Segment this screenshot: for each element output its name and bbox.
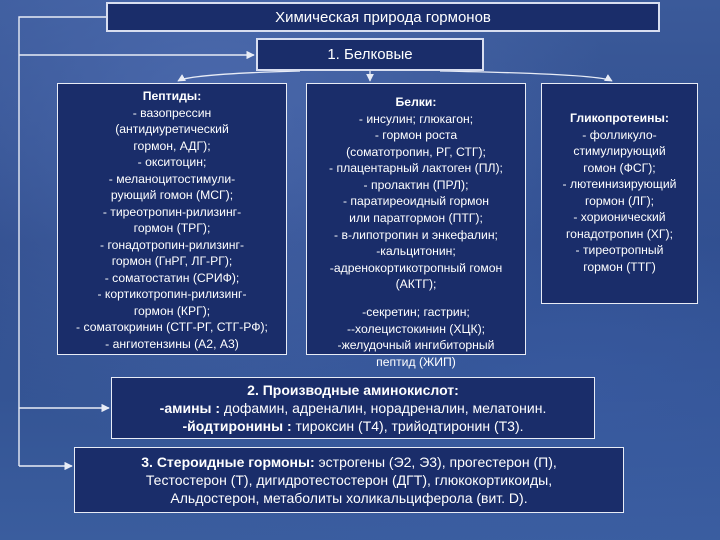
proteins-line: - пролактин (ПРЛ); <box>363 177 469 192</box>
group-protein-title: 1. Белковые <box>327 46 413 63</box>
proteins-line: --холецистокинин (ХЦК); <box>346 321 486 336</box>
peptides-line: гормон, АДГ); <box>133 138 211 153</box>
iodothyronines-label: -йодтиронины : <box>182 418 292 434</box>
steroid-title: 3. Стероидные гормоны: <box>141 454 315 470</box>
proteins-line: - паратиреоидный гормон <box>342 194 490 209</box>
proteins-line: - плацентарный лактоген (ПЛ); <box>329 161 503 176</box>
amines-row <box>112 399 594 417</box>
peptides-line: рующий гомон (МСГ); <box>110 188 234 202</box>
proteins-line: (АКТГ); <box>395 277 437 292</box>
glycoproteins-box <box>541 83 698 304</box>
steroid-line-1: эстрогены (Э2, Э3), прогестерон (П), <box>314 454 557 470</box>
glycoproteins-line: - фолликуло- <box>582 127 657 142</box>
peptides-line: - кортикотропин-рилизинг- <box>97 287 247 301</box>
arrow-to-peptides <box>178 71 300 81</box>
peptides-line: - гонадотропин-рилизинг- <box>100 237 244 252</box>
glycoproteins-line: стимулирующий <box>573 144 666 158</box>
steroid-line-3: Альдостерон, метаболиты холикальциферола (вит. D). <box>170 490 528 506</box>
glycoproteins-line: гормон (ТТГ) <box>583 259 656 274</box>
glycoproteins-line: гомон (ФСГ); <box>583 160 656 175</box>
peptides-line: - ангиотензины (А2, А3) <box>105 336 239 351</box>
iodothyronines-text: тироксин (Т4), трийодтиронин (Т3). <box>291 418 524 434</box>
peptides-line: - окситоцин; <box>137 155 207 169</box>
glycoproteins-line: - хорионический <box>573 210 666 224</box>
glycoproteins-line: гонадотропин (ХГ); <box>566 226 673 241</box>
peptides-line: - вазопрессин <box>132 105 212 120</box>
proteins-line: -желудочный ингибиторный <box>337 338 495 353</box>
diagram-title-text: Химическая природа гормонов <box>275 8 491 26</box>
proteins-line: -кальцитонин; <box>376 244 456 259</box>
glycoproteins-line: гормон (ЛГ); <box>584 193 655 208</box>
amines-label: -амины : <box>159 400 221 416</box>
amino-acid-derivatives-box <box>111 377 595 439</box>
group-protein-header <box>256 38 484 71</box>
peptides-line: гормон (ТРГ); <box>133 221 211 235</box>
steroid-hormones-box <box>74 447 624 513</box>
proteins-box <box>306 83 526 369</box>
peptides-line: - меланоцитостимули- <box>108 171 236 186</box>
proteins-line: - в-липотропин и энкефалин; <box>334 227 498 242</box>
peptides-box <box>57 83 287 355</box>
glycoproteins-line: - тиреотропный <box>575 243 664 257</box>
amines-text: дофамин, адреналин, норадреналин, мелатонин. <box>220 400 547 416</box>
proteins-heading: Белки: <box>395 95 437 109</box>
peptides-line: гормон (ГнРГ, ЛГ-РГ); <box>111 254 233 268</box>
proteins-line: -секретин; гастрин; <box>362 305 470 320</box>
proteins-line: (соматотропин, РГ, СТГ); <box>346 144 486 159</box>
iodothyronines-row <box>112 417 594 435</box>
proteins-spacer <box>307 293 525 304</box>
glycoproteins-heading: Гликопротеины: <box>570 111 669 125</box>
peptides-line: - соматостатин (СРИФ); <box>104 270 240 285</box>
peptides-line: - тиреотропин-рилизинг- <box>102 204 242 219</box>
amino-title: 2. Производные аминокислот: <box>247 382 459 398</box>
peptides-heading: Пептиды: <box>142 89 202 103</box>
proteins-line: -адренокортикотропный гомон <box>329 260 503 275</box>
proteins-line: или паратгормон (ПТГ); <box>349 211 483 226</box>
proteins-line: - инсулин; глюкагон; <box>358 111 474 126</box>
glycoproteins-line: - лютеинизирующий <box>562 177 677 191</box>
proteins-line: пептид (ЖИП) <box>376 354 456 369</box>
diagram-title <box>106 2 660 32</box>
arrow-to-glycoproteins <box>440 71 612 81</box>
peptides-line: гормон (КРГ); <box>133 303 211 318</box>
proteins-line: - гормон роста <box>374 128 458 143</box>
steroid-line-2: Тестостерон (Т), дигидротестостерон (ДГТ), глюкокортикоиды, <box>145 472 553 488</box>
peptides-line: (антидиуретический <box>115 122 229 136</box>
peptides-line: - соматокринин (СТГ-РГ, СТГ-РФ); <box>76 320 268 334</box>
steroid-row-1 <box>75 453 623 471</box>
